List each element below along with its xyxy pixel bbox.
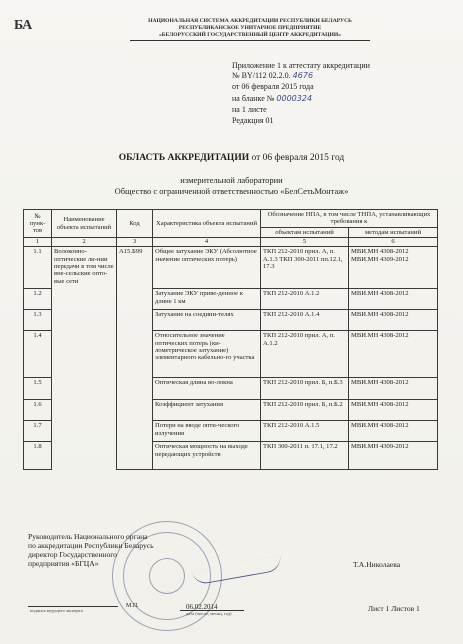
row-number: 1.6 <box>24 400 52 421</box>
object-standard: ТКП 212-2010 прил. Б, п.Б.3 <box>261 378 349 400</box>
method-standard: МВИ.МН 4308-2012 <box>349 289 438 310</box>
object-name: Волоконно-оптические ли-нии передачи в том числе вне-сельские опто-вые сети <box>54 248 114 285</box>
row-number: 1.1 <box>24 247 52 289</box>
document-title-bold: ОБЛАСТЬ АККРЕДИТАЦИИ <box>118 153 250 163</box>
col-number: 6 <box>349 238 438 247</box>
characteristic: Общее затухание ЭКУ (Абсолютное значение оптических потерь) <box>153 247 261 289</box>
object-name-cell <box>52 247 117 470</box>
header-line-3: «БЕЛОРУССКИЙ ГОСУДАРСТВЕННЫЙ ЦЕНТР АККРЕДИТАЦИИ» <box>158 32 341 38</box>
col-number: 1 <box>24 238 52 247</box>
header-line-1: НАЦИОНАЛЬНАЯ СИСТЕМА АККРЕДИТАЦИИ РЕСПУБЛИКИ БЕЛАРУСЬ <box>148 18 352 24</box>
appendix-line-2 <box>232 71 313 81</box>
header-methods: методам испытаний <box>349 227 438 237</box>
table-row <box>24 247 438 289</box>
bca-logo: БА <box>14 18 32 33</box>
document-title-date: от 06 февраля 2015 год <box>249 153 345 163</box>
col-number: 3 <box>117 238 153 247</box>
object-standard: ТКП 212-2010 А.1.4 <box>261 310 349 331</box>
handwritten-number: 4676 <box>292 71 314 80</box>
sheet-count: Лист 1 Листов 1 <box>368 604 420 613</box>
signatory-line-3: директор Государственного <box>28 550 117 559</box>
signature-underline <box>28 606 118 607</box>
seal-place-label: М.П. <box>126 603 139 609</box>
row-number: 1.2 <box>24 289 52 310</box>
signatory-line-1: Руководитель Национального органа <box>28 532 148 541</box>
blank-number-label: на бланке № <box>232 94 275 103</box>
signatory-line-2: по аккредитации Республики Беларусь <box>28 541 154 550</box>
accreditation-table <box>23 209 438 470</box>
appendix-number: № BY/112 02.2.0. <box>232 71 291 80</box>
characteristic: Коэффициент затухания <box>153 400 261 421</box>
method-standard: МВИ.МН 4308-2012 <box>349 331 438 378</box>
appendix-line-4 <box>232 94 312 104</box>
row-number: 1.5 <box>24 378 52 400</box>
table-header-row <box>24 210 438 228</box>
table-number-row <box>24 238 438 247</box>
characteristic: Затухание ЭКУ приве-денное к длине 1 км <box>153 289 261 310</box>
header-line-2: РЕСПУБЛИКАНСКОЕ УНИТАРНОЕ ПРЕДПРИЯТИЕ <box>178 25 322 31</box>
method-standard: МВИ.МН 4309-2012 <box>349 442 438 470</box>
row-number: 1.4 <box>24 331 52 378</box>
object-standard: ТКП 212-2010 А.1.2 <box>261 289 349 310</box>
appendix-line-5: на 1 листе <box>232 105 267 114</box>
row-number: 1.7 <box>24 421 52 442</box>
object-standard: ТКП 212-2010 прил. А, п. А.1.3 ТКП 300-2011 пп.12.1, 17.3 <box>261 247 349 289</box>
col-number: 2 <box>52 238 117 247</box>
header-objects: объектам испытаний <box>261 227 349 237</box>
signature-caption: подпись ведущего эксперта <box>30 608 83 613</box>
method-standard: МВИ.МН 4308-2012 <box>349 421 438 442</box>
characteristic: Оптическая мощность на выходе передающих устройств <box>153 442 261 470</box>
object-standard: ТКП 300-2011 п. 17.1, 17.2 <box>261 442 349 470</box>
header-characteristic: Характеристика объекта испытаний <box>153 210 261 238</box>
characteristic: Потери на вводе опти-ческого излучения <box>153 421 261 442</box>
header-item-number: № пунк-тов <box>24 210 52 238</box>
col-number: 4 <box>153 238 261 247</box>
code-cell <box>117 247 153 470</box>
object-standard: ТКП 212-2010 прил. А, п. А.1.2 <box>261 331 349 378</box>
code-value: A15.Б99 <box>119 248 143 256</box>
lab-line-1: измерительной лаборатории <box>180 175 283 185</box>
characteristic: Затухание на соедини-телях <box>153 310 261 331</box>
col-number: 5 <box>261 238 349 247</box>
lab-line-2: Общество с ограниченной ответственностью «БелСетьМонтаж» <box>114 186 349 196</box>
characteristic: Относительное значение оптических потерь (ки-лометрическое затухание) элементарного кабельно-го участка <box>153 331 261 378</box>
document-title <box>0 153 463 163</box>
method-standard: МВИ.МН 4308-2012 <box>349 378 438 400</box>
signatory-line-4: предприятия «БГЦА» <box>28 559 99 568</box>
characteristic: Оптическая длина во-локна <box>153 378 261 400</box>
handwritten-blank-number: 0000324 <box>276 94 313 103</box>
header-object-name: Наименование объекта испытаний <box>52 210 117 238</box>
signatory-name: Т.А.Николаева <box>353 560 401 569</box>
method-standard: МВИ.МН 4308-2012 <box>349 400 438 421</box>
row-number: 1.8 <box>24 442 52 470</box>
sign-date: 06.02.2014 <box>186 603 218 611</box>
method-standard: МВИ.МН 4308-2012 <box>349 310 438 331</box>
header-code: Код <box>117 210 153 238</box>
appendix-line-1: Приложение 1 к аттестату аккредитации <box>232 61 370 70</box>
date-caption: дата (число, месяц, год) <box>186 611 232 616</box>
appendix-line-3: от 06 февраля 2015 года <box>232 82 314 91</box>
object-standard: ТКП 212-2010 А.1.5 <box>261 421 349 442</box>
row-number: 1.3 <box>24 310 52 331</box>
header-underline <box>130 40 370 41</box>
method-standard: МВИ.МН 4308-2012 МВИ.МН 4309-2012 <box>349 247 438 289</box>
object-standard: ТКП 212-2010 прил. Б, п.Б.2 <box>261 400 349 421</box>
header-npa: Обозначение НПА, в том числе ТНПА, устанавливающих требования к <box>261 210 438 228</box>
appendix-line-6: Редакция 01 <box>232 116 274 125</box>
